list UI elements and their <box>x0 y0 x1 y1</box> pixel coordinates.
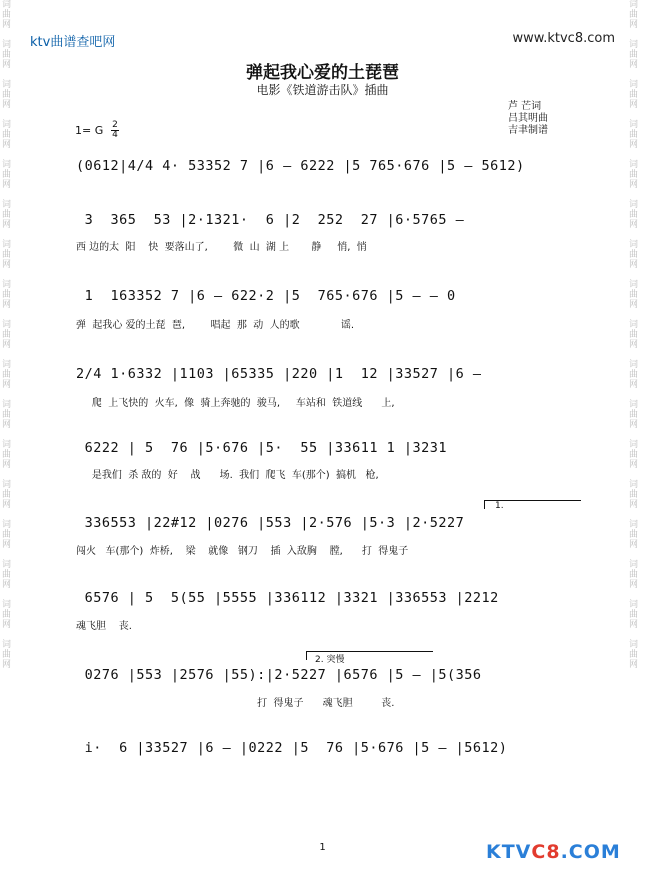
site-url-right[interactable]: www.ktvc8.com <box>512 31 615 46</box>
time-signature <box>111 121 119 140</box>
notation-text: 2/4 1·6332 |1103 |65335 |220 |1 12 |33527 |6 — <box>76 366 491 382</box>
composer-credit: 吕其明曲 <box>508 113 548 124</box>
lyric-text: 闯火 车(那个) 炸桥, 梁 就像 钢刀 插 入敌胸 膛, 打 得鬼子 <box>76 546 409 557</box>
site-name-left[interactable]: ktv曲谱查吧网 <box>30 35 116 50</box>
song-title: 弹起我心爱的土琵琶 <box>246 63 399 83</box>
notation-text: 6222 | 5 76 |5·676 |5· 55 |33611 1 |3231 <box>76 440 456 456</box>
time-bottom: 4 <box>112 130 118 140</box>
logo-suffix: .COM <box>560 841 621 863</box>
notation-text: (0612|4/4 4· 53352 7 |6 — 6222 |5 765·676 |5 — 5612) <box>76 158 525 174</box>
arranger-credit: 吉聿制谱 <box>508 125 548 136</box>
logo-text: KTV <box>486 841 532 863</box>
notation-text: 0276 |553 |2576 |55):|2·5227 |6576 |5 — |5(356 <box>76 667 491 683</box>
key-signature <box>75 120 118 140</box>
notation-text: 3 365 53 |2·1321· 6 |2 252 27 |6·5765 — <box>76 212 473 228</box>
notation-text: 336553 |22#12 |0276 |553 |2·576 |5·3 |2·5227 <box>76 515 473 531</box>
right-watermark-strip: 词 曲 网 词 曲 网 词 曲 网 词 曲 网 词 曲 网 词 曲 网 词 曲 网 词 曲 网 词 曲 网 词 曲 网 词 曲 网 词 曲 网 词 曲 网 词 曲 网 词 曲 网 词 曲 网 词 曲 网 <box>629 0 639 670</box>
lyric-text: 是我们 杀 敌的 好 战 场. 我们 爬飞 车(那个) 搞机 枪, <box>76 470 379 481</box>
notation-text: 1 163352 7 |6 — 622·2 |5 765·676 |5 — — 0 <box>76 288 465 304</box>
site-logo[interactable] <box>486 841 621 863</box>
left-watermark-strip: 词 曲 网 词 曲 网 词 曲 网 词 曲 网 词 曲 网 词 曲 网 词 曲 网 词 曲 网 词 曲 网 词 曲 网 词 曲 网 词 曲 网 词 曲 网 词 曲 网 词 曲 网 词 曲 网 词 曲 网 <box>2 0 12 670</box>
page-number: 1 <box>319 842 326 853</box>
logo-accent: C8 <box>531 841 561 863</box>
time-top: 2 <box>112 120 118 130</box>
lyric-text: 西 边的太 阳 快 要落山了, 微 山 湖 上 静 悄, 悄 <box>76 242 367 253</box>
notation-text: 6576 | 5 5(55 |5555 |336112 |3321 |336553 |2212 <box>76 590 508 606</box>
lyric-text: 弹 起我心 爱的土琵 琶, 唱起 那 动 人的歌 谣. <box>76 320 355 331</box>
song-subtitle: 电影《铁道游击队》插曲 <box>256 83 389 97</box>
key-label: 1= G <box>75 124 104 137</box>
first-ending-bracket: 1. <box>484 500 581 509</box>
second-ending-bracket: 2. 突慢 <box>306 651 433 660</box>
lyric-text: 魂飞胆 丧. <box>76 621 132 632</box>
lyricist-credit: 芦 芒词 <box>508 101 542 112</box>
lyric-text: 打 得鬼子 魂飞胆 丧. <box>76 698 395 709</box>
lyric-text: 爬 上飞快的 火车, 像 骑上奔驰的 骏马, 车站和 铁道线 上, <box>76 398 395 409</box>
notation-text: i· 6 |33527 |6 — |0222 |5 76 |5·676 |5 — |5612) <box>76 740 508 756</box>
